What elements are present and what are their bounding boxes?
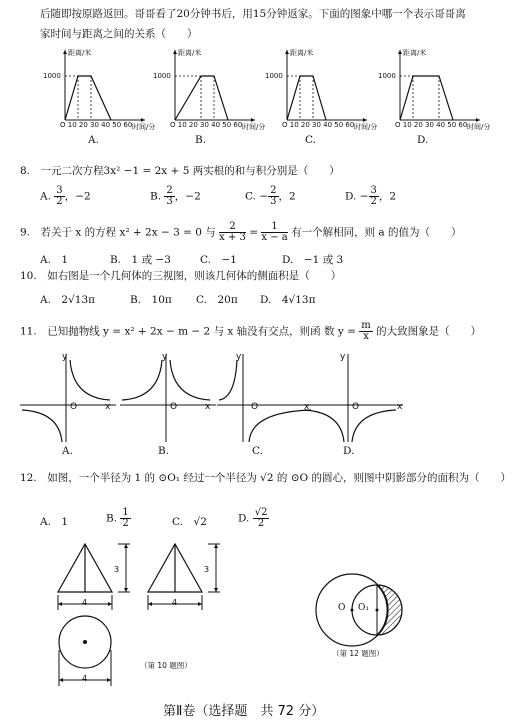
graph-a-ylabel: 距离/米 xyxy=(68,49,92,57)
fig10-dim-w3: 4 xyxy=(82,674,88,683)
q12-option-d[interactable]: D. $\frac{√2}{2}$ xyxy=(238,507,268,529)
q10-option-c[interactable]: C. 20π xyxy=(196,294,238,306)
q8-option-d[interactable]: D. − $\frac{3}{2}$ ，2 xyxy=(345,185,397,207)
graph-c-ytick: 1000 xyxy=(265,72,283,80)
q7-graph-b xyxy=(150,48,266,133)
q12-option-a[interactable]: A. 1 xyxy=(40,516,69,528)
fig12-label-o1: O₁ xyxy=(358,603,369,613)
graph-c-xticks: O 10 20 30 40 50 60 xyxy=(282,121,355,129)
graph-b-xlabel: 时间/分 xyxy=(242,123,266,131)
q11-a-x: x xyxy=(105,402,111,412)
fig12-caption: （第 12 题图） xyxy=(332,649,384,658)
q7-graph-c xyxy=(262,48,378,133)
q7-option-b[interactable]: B. xyxy=(195,134,207,146)
fig10-dim-w2: 4 xyxy=(172,598,178,607)
fig12-label-o: O xyxy=(338,603,346,613)
q11-d-x: x xyxy=(397,402,403,412)
section-footer: 第Ⅱ卷（选择题 共 72 分） xyxy=(163,704,325,719)
fig10-dim-w1: 4 xyxy=(82,598,88,607)
q11-b-o: O xyxy=(170,402,178,412)
q11-option-c[interactable]: C. xyxy=(252,445,263,457)
q10-option-b[interactable]: B. 10π xyxy=(130,294,172,306)
q11-b-y: y xyxy=(162,352,168,362)
fig10-caption: （第 10 题图） xyxy=(140,661,192,670)
q11-stem: 11. 已知抛物线 y = x² + 2x − m − 2 与 x 轴没有交点，则函 数 y = $\frac{m}{x}$ 的大致图象是（ ） xyxy=(20,320,482,342)
q9-option-b[interactable]: B. 1 或 −3 xyxy=(110,254,171,266)
q11-a-o: O xyxy=(70,402,78,412)
q9-option-a[interactable]: A. 1 xyxy=(40,254,69,266)
q8-option-c[interactable]: C. − $\frac{2}{3}$ ，2 xyxy=(245,185,296,207)
q12-option-b[interactable]: B. $\frac{1}{2}$ xyxy=(106,507,129,529)
q11-c-x: x xyxy=(304,402,310,412)
q7-graph-d xyxy=(375,48,491,133)
graph-d-ylabel: 距离/米 xyxy=(403,49,427,57)
fig10-dim-h1: 3 xyxy=(114,565,120,574)
graph-a-xticks: O 10 20 30 40 50 60 xyxy=(60,121,133,129)
q9-option-c[interactable]: C. −1 xyxy=(200,254,237,266)
graph-a-ytick: 1000 xyxy=(43,72,61,80)
q11-graph-b xyxy=(118,350,218,445)
q11-graph-a xyxy=(18,350,118,445)
q9-stem: 9. 若关于 x 的方程 x² + 2x − 3 = 0 与 $\frac{2}{x + 3}$ = $\frac{1}{x - a}$ 有一个解相同，则 a 的值为（ ） xyxy=(20,221,462,243)
q11-c-o: O xyxy=(251,402,259,412)
q10-option-d[interactable]: D. 4√13π xyxy=(260,294,316,306)
q11-c-y: y xyxy=(236,352,242,362)
graph-d-xlabel: 时间/分 xyxy=(467,123,491,131)
graph-b-ytick: 1000 xyxy=(153,72,171,80)
q7-graph-a xyxy=(40,48,156,133)
q10-stem: 10. 如右图是一个几何体的三视图，则该几何体的侧面积是（ ） xyxy=(20,270,342,282)
q7-text-line2: 家时间与距离之间的关系（ ） xyxy=(40,28,198,40)
q11-d-y: y xyxy=(340,352,346,362)
graph-c-xlabel: 时间/分 xyxy=(354,123,378,131)
q10-option-a[interactable]: A. 2√13π xyxy=(40,294,96,306)
q7-text-line1: 后随即按原路返回。哥哥看了20分钟书后，用15分钟返家。下面的图象中哪一个表示哥哥离 xyxy=(40,8,466,20)
q8-stem: 8. 一元二次方程3x² −1 = 2x + 5 两实根的和与积分别是（ ） xyxy=(20,165,340,177)
q11-option-d[interactable]: D. xyxy=(343,445,355,457)
q7-option-c[interactable]: C. xyxy=(305,134,316,146)
q7-option-d[interactable]: D. xyxy=(417,134,429,146)
q9-option-d[interactable]: D. −1 或 3 xyxy=(282,254,344,266)
graph-a-xlabel: 时间/分 xyxy=(132,123,156,131)
q12-stem: 12. 如图，一个半径为 1 的 ⊙O₁ 经过一个半径为 √2 的 ⊙O 的圆心，则图中阴影部分的面积为（ ） xyxy=(20,472,511,484)
q11-b-x: x xyxy=(205,402,211,412)
q11-graph-d xyxy=(300,350,405,445)
graph-d-ytick: 1000 xyxy=(378,72,396,80)
graph-b-ylabel: 距离/米 xyxy=(178,49,202,57)
graph-c-ylabel: 距离/米 xyxy=(290,49,314,57)
q11-option-b[interactable]: B. xyxy=(158,445,170,457)
q12-option-c[interactable]: C. √2 xyxy=(172,516,207,528)
q7-option-a[interactable]: A. xyxy=(88,134,99,146)
q11-d-o: O xyxy=(352,402,360,412)
graph-d-xticks: O 10 20 30 40 50 60 xyxy=(395,121,468,129)
fig10-dim-h2: 3 xyxy=(204,565,210,574)
q11-option-a[interactable]: A. xyxy=(62,445,73,457)
q8-option-a[interactable]: A. $\frac{3}{2}$ ，−2 xyxy=(40,185,91,207)
graph-b-xticks: O 10 20 30 40 50 60 xyxy=(170,121,243,129)
q8-option-b[interactable]: B. $\frac{2}{3}$ ，−2 xyxy=(150,185,201,207)
q11-a-y: y xyxy=(62,352,68,362)
